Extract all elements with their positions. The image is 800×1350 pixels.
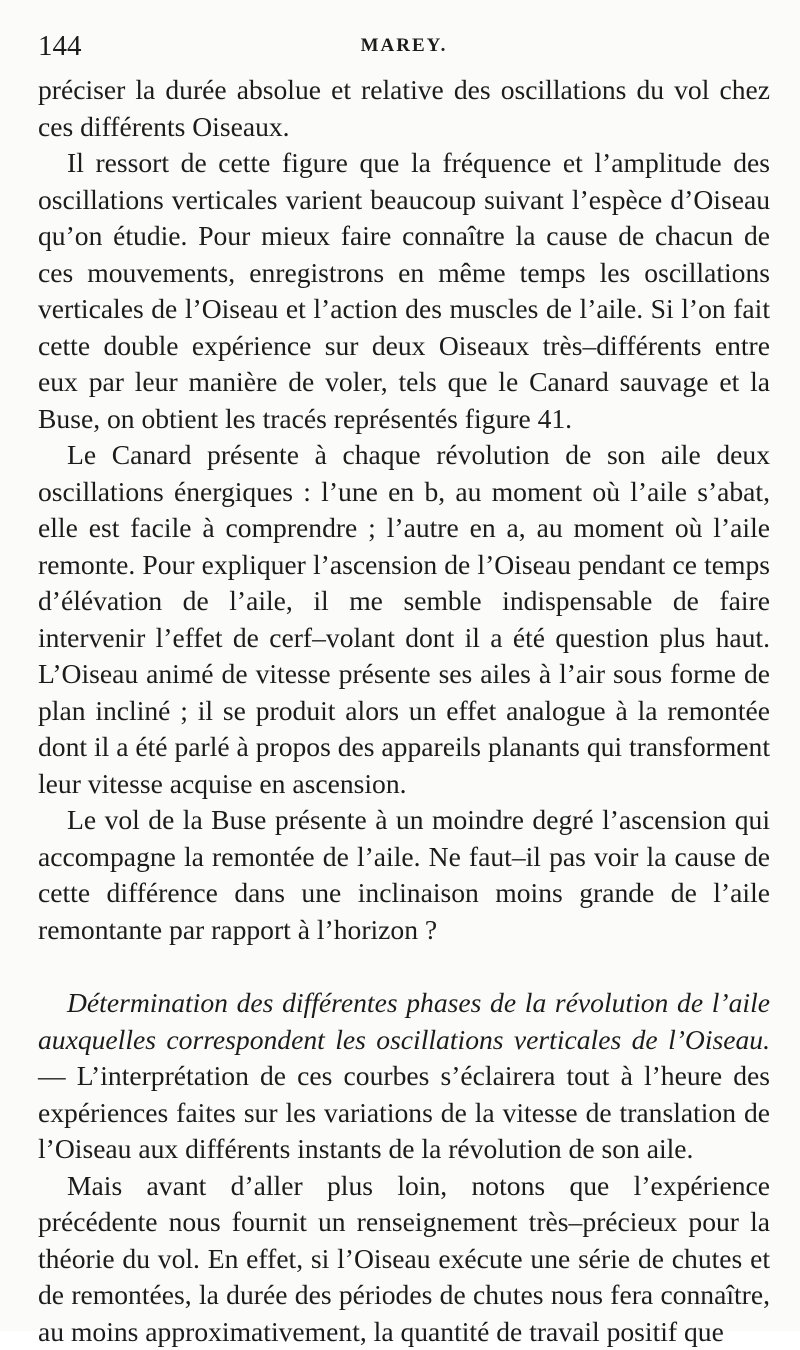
paragraph-canard: Le Canard présente à chaque révolution de son aile deux oscillations énergiques : l’une en b, au moment où l’aile s’abat, elle est facile à comprendre ; l’autre en a, au moment où l’aile remonte. Pour expliquer l’ascension de l’Oiseau pendant ce temps d’élévation de l’aile, il me semble indispensable de faire intervenir l’effet de cerf–volant dont il a été question plus haut. L’Oiseau animé de vitesse présente ses ailes à l’air sous forme de plan incliné ; il se produit alors un effet analogue à la remontée dont il a été parlé à propos des appareils planants qui transforment leur vitesse acquise en ascension. — [38, 437, 770, 802]
section-heading: Détermination des différentes phases de la révolution de l’aile auxquelles correspondent les oscillations verticales de l’Oiseau. — [38, 987, 770, 1055]
paragraph-figure-observation: Il ressort de cette figure que la fréquence et l’amplitude des oscillations verticales varient beaucoup suivant l’espèce d’Oiseau qu’on étudie. Pour mieux faire connaître la cause de chacun de ces mouvements, enregistrons en même temps les oscillations verticales de l’Oiseau et l’action des muscles de l’aile. Si l’on fait cette double expérience sur deux Oiseaux très–différents entre eux par leur manière de voler, tels que le Canard sauvage et la Buse, on obtient les tracés représentés figure 41. — [38, 145, 770, 437]
paragraph-buse: Le vol de la Buse présente à un moindre degré l’ascension qui accompagne la remontée de l’aile. Ne faut–il pas voir la cause de cette différence dans une inclinaison moins grande de l’aile remontante par rapport à l’horizon ? — [38, 802, 770, 948]
page-header — [38, 28, 770, 72]
running-title: MAREY. — [38, 30, 770, 62]
paragraph-section-determination — [38, 985, 770, 1168]
body-text — [38, 72, 770, 1350]
paragraph-continuation: préciser la durée absolue et relative des oscillations du vol chez ces différents Oiseaux. — [38, 72, 770, 145]
section-text: — L’interprétation de ces courbes s’éclairera tout à l’heure des expériences faites sur les variations de la vitesse de translation de l’Oiseau aux différents instants de la révolution de son aile. — [38, 1060, 770, 1164]
paragraph-travail-positif: Mais avant d’aller plus loin, notons que l’expérience précédente nous fournit un renseignement très–précieux pour la théorie du vol. En effet, si l’Oiseau exécute une série de chutes et de remontées, la durée des périodes de chutes nous fera connaître, au moins approximativement, la quantité de travail positif que — [38, 1168, 770, 1350]
page-number: 144 — [38, 28, 82, 64]
